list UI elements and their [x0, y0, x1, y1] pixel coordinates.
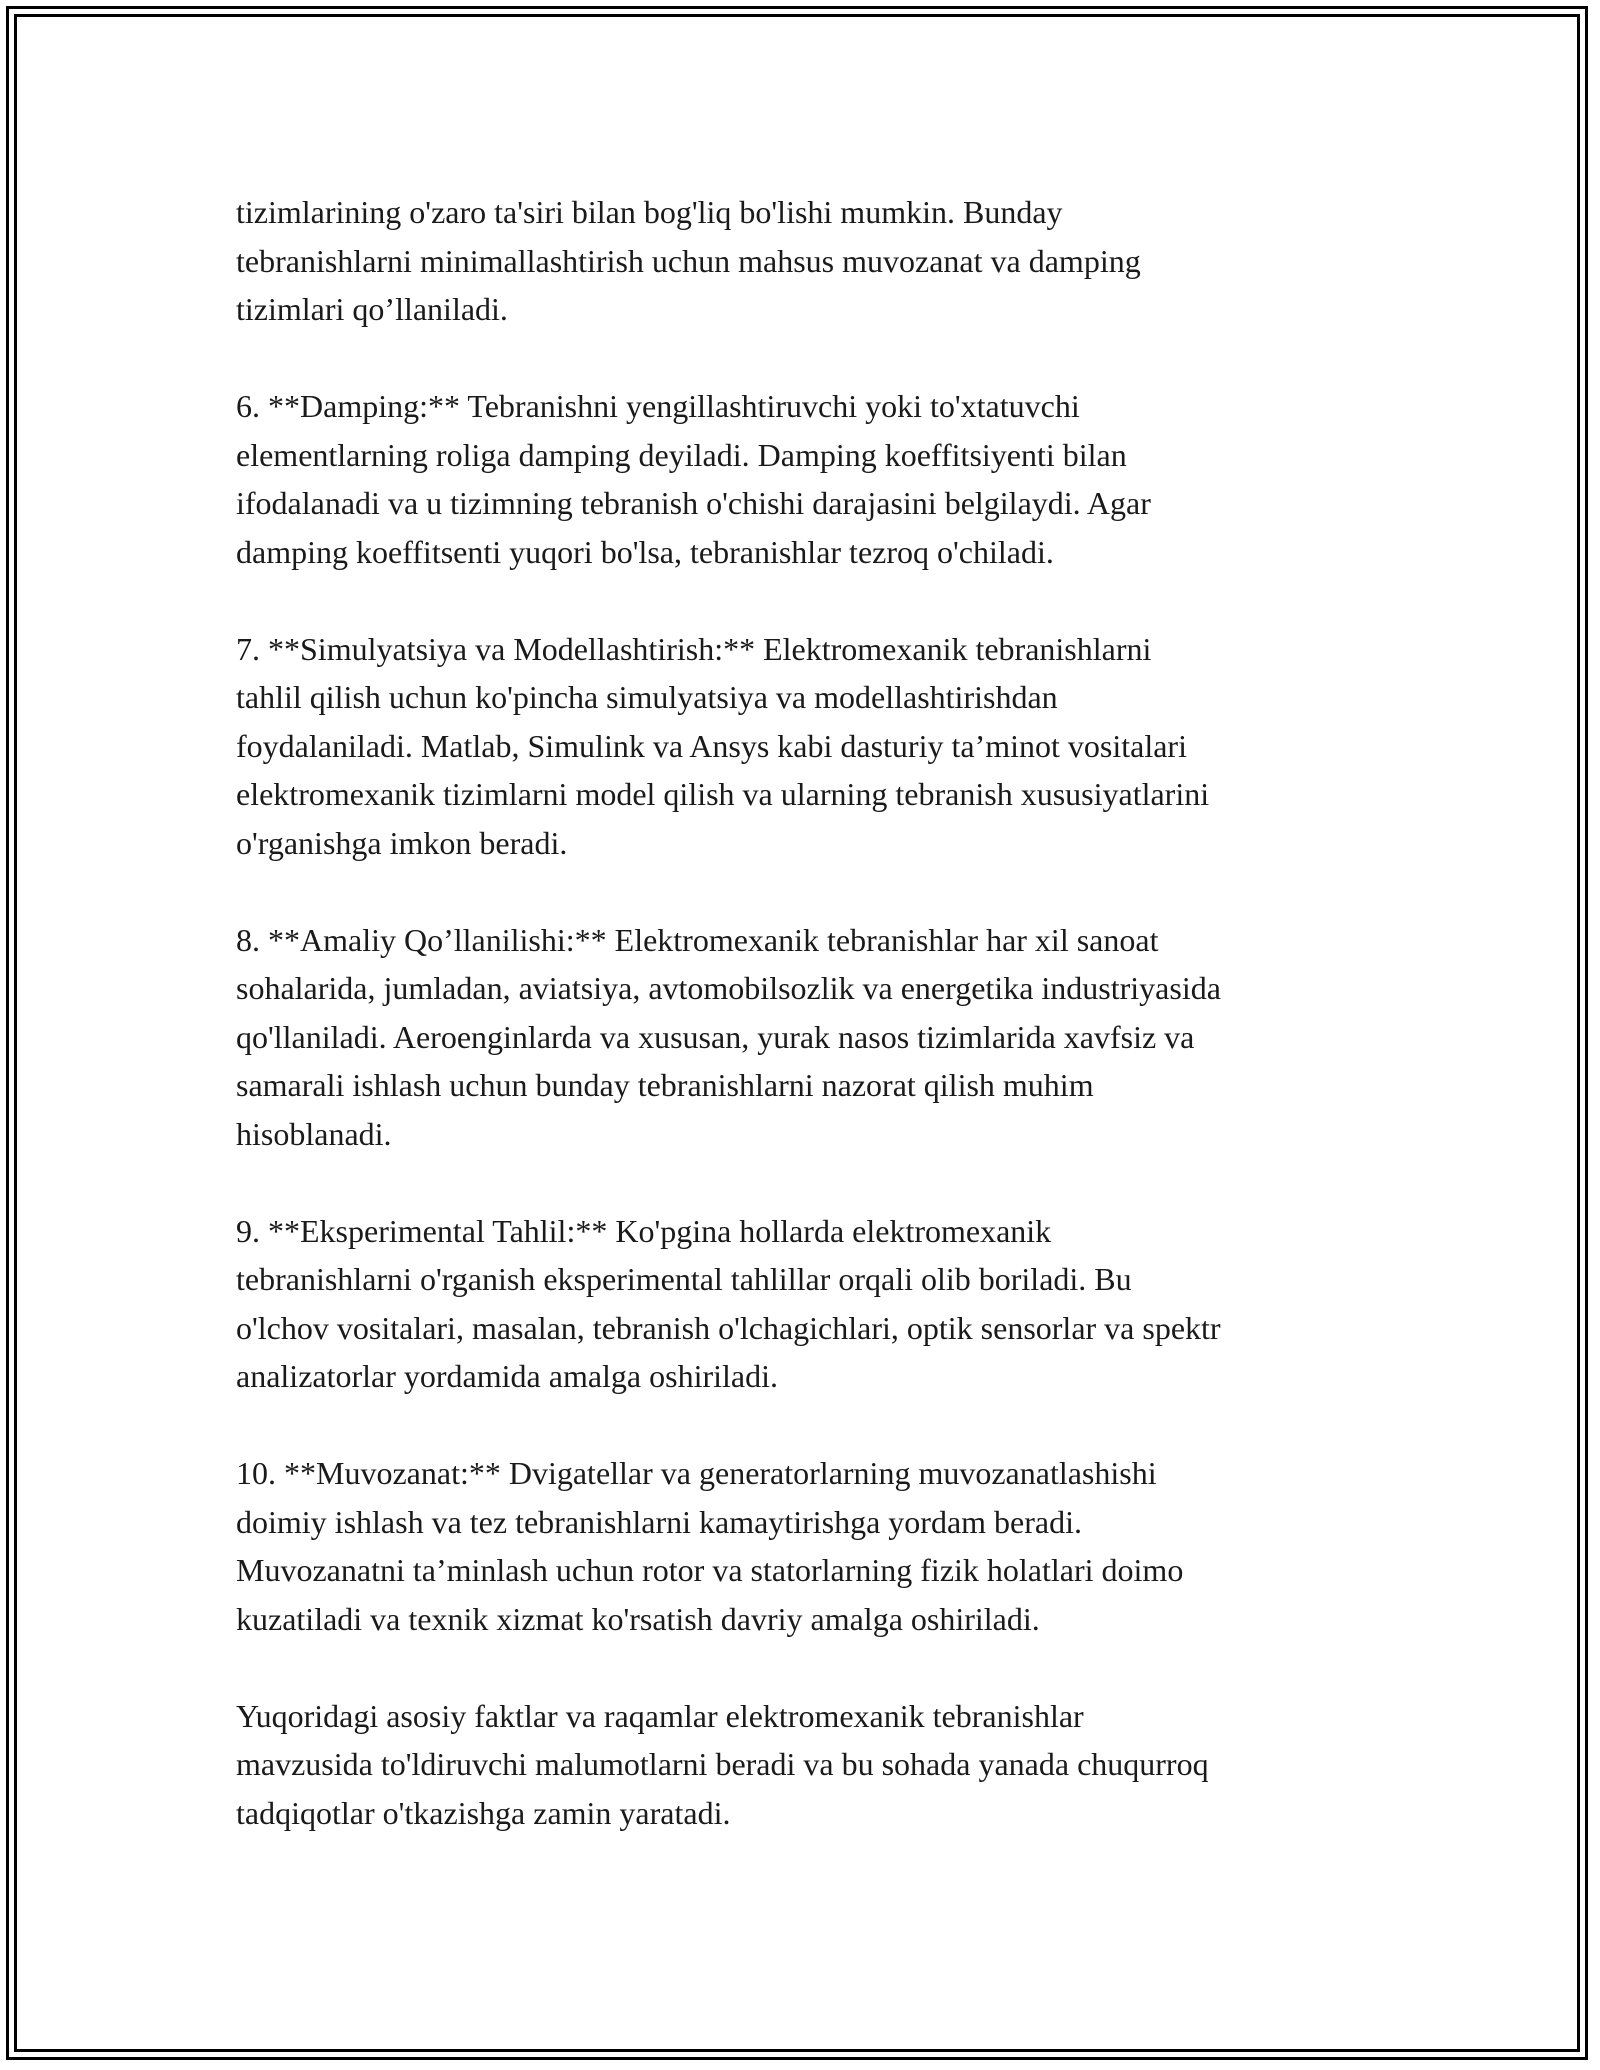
document-body — [236, 188, 1376, 1886]
paragraph-damping: 6. **Damping:** Tebranishni yengillashtiruvchi yoki to'xtatuvchi elementlarning roliga damping deyiladi. Damping koeffitsiyenti bilan ifodalanadi va u tizimning tebranish o'chishi darajasini belgilaydi. Agar damping koeffitsenti yuqori bo'lsa, tebranishlar tezroq o'chiladi. — [236, 388, 1151, 570]
paragraph-intro-continuation: tizimlarining o'zaro ta'siri bilan bog'liq bo'lishi mumkin. Bunday tebranishlarni minimallashtirish uchun mahsus muvozanat va damping tizimlari qo’llaniladi. — [236, 194, 1141, 327]
paragraph-conclusion: Yuqoridagi asosiy faktlar va raqamlar elektromexanik tebranishlar mavzusida to'ldiruvchi malumotlarni beradi va bu sohada yanada chuqurroq tadqiqotlar o'tkazishga zamin yaratadi. — [236, 1697, 1209, 1831]
paragraph-practical-use: 8. **Amaliy Qo’llanilishi:** Elektromexanik tebranishlar har xil sanoat sohalarida, jumladan, aviatsiya, avtomobilsozlik va energetika industriyasida qo'llaniladi. Aeroenginlarda va xususan, yurak nasos tizimlarida xavfsiz va samarali ishlash uchun bunday tebranishlarni nazorat qilish muhim hisoblanadi. — [236, 921, 1221, 1152]
paragraph-simulation: 7. **Simulyatsiya va Modellashtirish:** Elektromexanik tebranishlarni tahlil qilish uchun ko'pincha simulyatsiya va modellashtirishdan foydalaniladi. Matlab, Simulink va Ansys kabi dasturiy ta’minot vositalari elektromexanik tizimlarni model qilish va ularning tebranish xususiyatlarini o'rganishga imkon beradi. — [236, 630, 1210, 861]
paragraph-balance: 10. **Muvozanat:** Dvigatellar va generatorlarning muvozanatlashishi doimiy ishlash va tez tebranishlarni kamaytirishga yordam beradi. Muvozanatni ta’minlash uchun rotor va statorlarning fizik holatlari doimo kuzatiladi va texnik xizmat ko'rsatish davriy amalga oshiriladi. — [236, 1455, 1184, 1637]
paragraph-experimental-analysis: 9. **Eksperimental Tahlil:** Ko'pgina hollarda elektromexanik tebranishlarni o'rganish eksperimental tahlillar orqali olib boriladi. Bu o'lchov vositalari, masalan, tebranish o'lchagichlari, optik sensorlar va spektr analizatorlar yordamida amalga oshiriladi. — [236, 1212, 1221, 1394]
